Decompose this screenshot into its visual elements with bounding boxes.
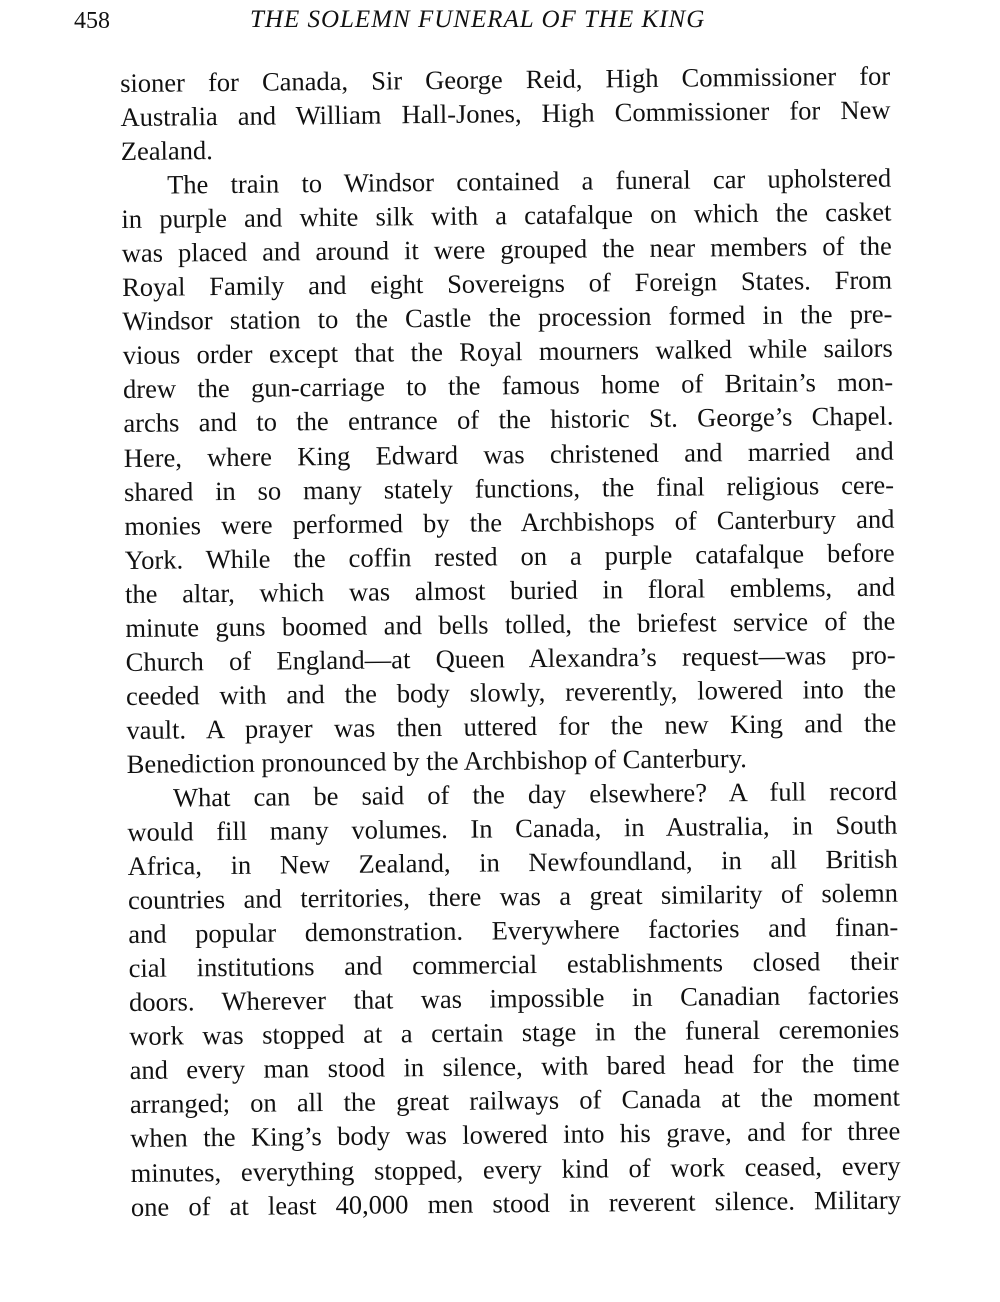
text-line: was placed and around it were grouped the near members of the — [121, 230, 892, 269]
text-line: The train to Windsor contained a funeral car upholstered — [166, 162, 892, 200]
text-line: ceeded with and the body slowly, reverently, lowered into the — [125, 673, 897, 711]
body-text — [120, 59, 901, 1224]
paragraph — [120, 59, 891, 169]
running-title: THE SOLEMN FUNERAL OF THE KING — [250, 6, 706, 33]
text-line: cial institutions and commercial establishments closed their — [128, 945, 899, 984]
text-line: would fill many volumes. In Canada, in Australia, in South — [127, 809, 898, 847]
text-line: vault. A prayer was then uttered for the new King and the — [126, 707, 897, 745]
text-line: when the King’s body was lowered into his grave, and for three — [130, 1116, 901, 1154]
page-number: 458 — [74, 8, 110, 34]
text-line: and popular demonstration. Everywhere factories and finan- — [128, 911, 899, 950]
paragraph — [121, 161, 897, 781]
text-line: Zealand. — [120, 135, 213, 167]
text-line: monies were performed by the Archbishops of Canterbury and — [124, 503, 895, 541]
text-line: vious order except that the Royal mourners walked while sailors — [122, 332, 893, 371]
text-line: Benediction pronounced by the Archbishop of Canterbury. — [126, 742, 747, 779]
text-line: arranged; on all the great railways of Canada at the moment — [129, 1081, 901, 1120]
text-line: archs and to the entrance of the historic St. George’s Chapel. — [123, 401, 894, 439]
text-line: countries and territories, there was a great similarity of solemn — [127, 877, 899, 916]
text-line: minutes, everything stopped, every kind of work ceased, every — [130, 1150, 901, 1188]
text-line: one of at least 40,000 men stood in reverent silence. Military — [130, 1184, 902, 1222]
text-line: Australia and William Hall-Jones, High Commissioner for New — [120, 94, 891, 133]
text-line: the altar, which was almost buried in floral emblems, and — [124, 571, 896, 609]
paragraph — [127, 774, 901, 1224]
text-line: York. While the coffin rested on a purple catafalque before — [124, 537, 895, 575]
text-line: doors. Wherever that was impossible in Canadian factories — [128, 979, 900, 1018]
text-line: Church of England—at Queen Alexandra’s request—was pro- — [125, 639, 896, 677]
text-line: work was stopped at a certain stage in the funeral ceremonies — [129, 1013, 900, 1052]
text-line: What can be said of the day elsewhere? A full record — [172, 775, 898, 813]
text-line: sioner for Canada, Sir George Reid, High Commissioner for — [120, 60, 891, 98]
text-line: Windsor station to the Castle the procession formed in the pre- — [122, 298, 893, 337]
text-line: drew the gun-carriage to the famous home of Britain’s mon- — [122, 367, 894, 405]
text-line: Africa, in New Zealand, in Newfoundland, in all British — [127, 843, 898, 882]
text-line: Royal Family and eight Sovereigns of Foreign States. From — [121, 264, 893, 303]
text-line: and every man stood in silence, with bared head for the time — [129, 1047, 900, 1086]
text-line: shared in so many stately functions, the final religious cere- — [123, 469, 895, 507]
text-line: Here, where King Edward was christened and married and — [123, 435, 894, 473]
text-line: in purple and white silk with a catafalque on which the casket — [121, 196, 892, 235]
text-line: minute guns boomed and bells tolled, the briefest service of the — [125, 605, 896, 643]
